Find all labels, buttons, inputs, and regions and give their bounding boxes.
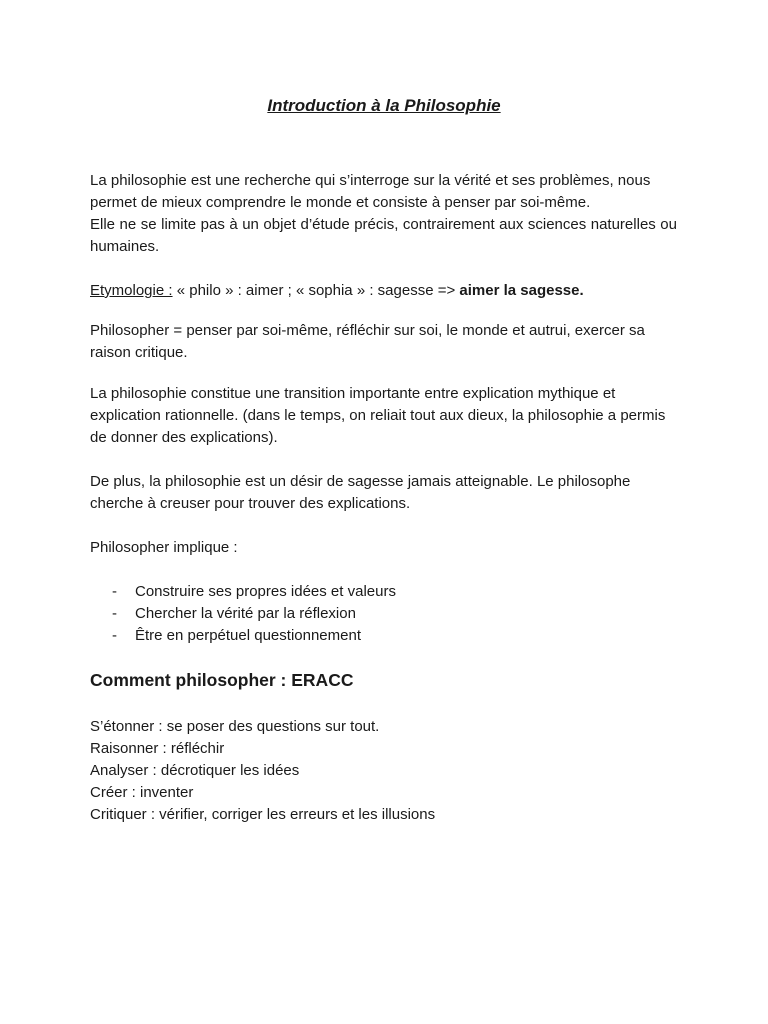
list-item [90, 603, 396, 625]
bullet-dash: - [112, 605, 117, 622]
intro-scope-paragraph: Elle ne se limite pas à un objet d’étude précis, contrairement aux sciences naturelles ou humaines. [90, 216, 677, 255]
eracc-item: S’étonner : se poser des questions sur tout. [90, 718, 380, 735]
transition-paragraph: La philosophie constitue une transition importante entre explication mythique et explication rationnelle. (dans le temps, on reliait tout aux dieux, la philosophie a permis de donner des explications). [90, 385, 666, 446]
bullet-dash: - [112, 583, 117, 600]
definition-paragraph: Philosopher = penser par soi-même, réfléchir sur soi, le monde et autrui, exercer sa raison critique. [90, 322, 645, 361]
list-item [90, 581, 396, 603]
intro-line-2: permet de mieux comprendre le monde et consiste à penser par soi-même. [90, 194, 591, 211]
list-item-text: Chercher la vérité par la réflexion [135, 605, 356, 622]
etymology-line [90, 280, 677, 302]
eracc-heading: Comment philosopher : ERACC [90, 670, 354, 690]
list-item [90, 625, 396, 647]
page-title: Introduction à la Philosophie [267, 96, 501, 115]
etymology-meaning: aimer la sagesse. [459, 282, 584, 299]
desire-paragraph: De plus, la philosophie est un désir de sagesse jamais atteignable. Le philosophe cherche à creuser pour trouver des explications. [90, 473, 631, 512]
eracc-list [90, 716, 677, 826]
bullet-dash: - [112, 627, 117, 644]
intro-paragraph [90, 170, 677, 214]
etymology-label: Etymologie : [90, 282, 173, 299]
implies-label: Philosopher implique : [90, 539, 238, 556]
eracc-item: Critiquer : vérifier, corriger les erreurs et les illusions [90, 806, 436, 823]
list-item-text: Être en perpétuel questionnement [135, 627, 361, 644]
eracc-item: Créer : inventer [90, 784, 194, 801]
implies-list [90, 581, 396, 647]
intro-line-1: La philosophie est une recherche qui s’interroge sur la vérité et ses problèmes, nous [90, 172, 651, 189]
eracc-item: Analyser : décrotiquer les idées [90, 762, 300, 779]
etymology-text: « philo » : aimer ; « sophia » : sagesse => [172, 282, 460, 299]
list-item-text: Construire ses propres idées et valeurs [135, 583, 396, 600]
eracc-item: Raisonner : réfléchir [90, 740, 225, 757]
